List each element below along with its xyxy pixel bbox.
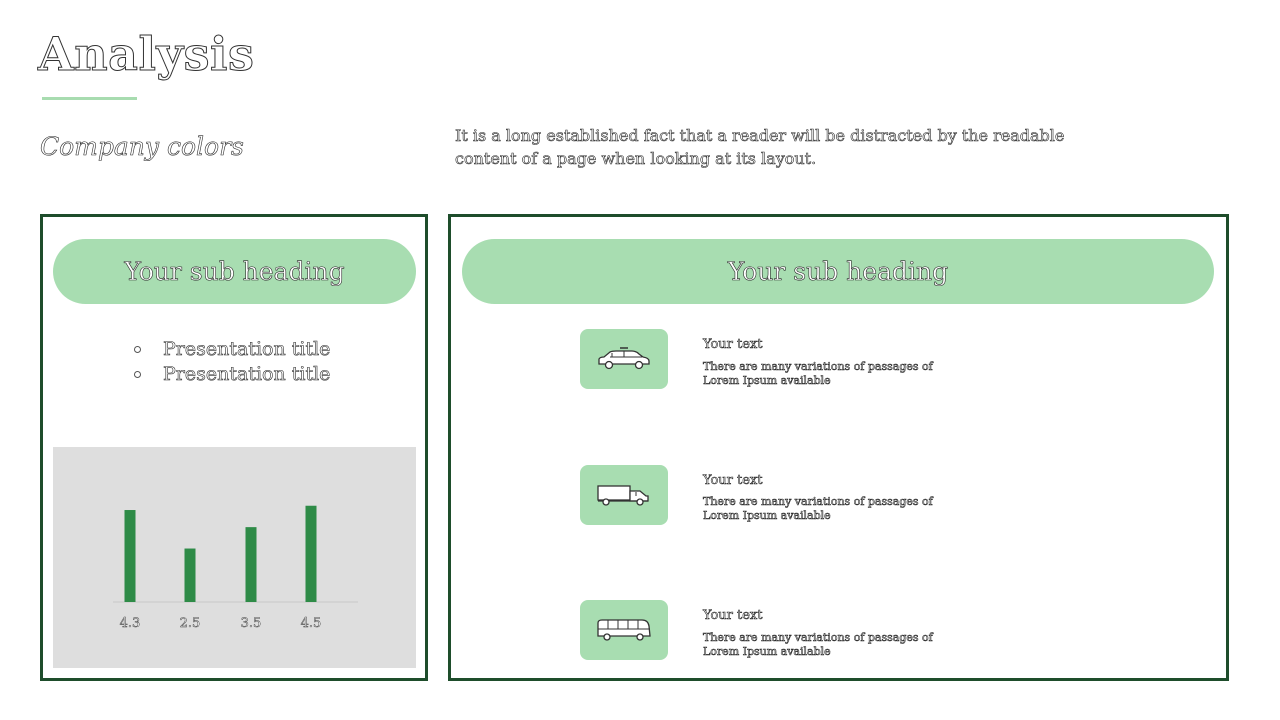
bullet-list	[133, 337, 330, 387]
feature-icon-box	[580, 329, 668, 389]
car-icon	[596, 347, 652, 371]
intro-text: It is a long established fact that a reader will be distracted by the readable content of a page when looking at its layout.	[455, 126, 1065, 168]
chart-bar	[185, 549, 196, 602]
title-underline	[42, 97, 137, 100]
chart-bar	[125, 510, 136, 602]
bullet-item: Presentation title	[133, 337, 330, 362]
chart-tick-label: 2.5	[179, 616, 201, 631]
bar-chart-svg	[53, 447, 416, 668]
feature-icon-box	[580, 600, 668, 660]
right-panel	[448, 214, 1229, 681]
left-subheading: Your sub heading	[53, 239, 416, 304]
truck-icon	[596, 483, 652, 507]
bullet-item: Presentation title	[133, 362, 330, 387]
right-subheading: Your sub heading	[462, 239, 1214, 304]
feature-description: There are many variations of passages of Lorem Ipsum available	[703, 631, 933, 658]
feature-title: Your text	[703, 337, 763, 352]
feature-title: Your text	[703, 473, 763, 488]
chart-bar	[306, 506, 317, 602]
page-title: Analysis	[38, 27, 255, 81]
chart-tick-label: 4.3	[119, 616, 141, 631]
bar-chart	[53, 447, 416, 668]
feature-icon-box	[580, 465, 668, 525]
chart-bar	[246, 527, 257, 602]
chart-tick-label: 4.5	[300, 616, 322, 631]
bus-icon	[596, 618, 652, 642]
feature-description: There are many variations of passages of Lorem Ipsum available	[703, 495, 933, 522]
feature-description: There are many variations of passages of Lorem Ipsum available	[703, 360, 933, 387]
feature-title: Your text	[703, 608, 763, 623]
page-subtitle: Company colors	[40, 132, 244, 161]
chart-tick-label: 3.5	[240, 616, 262, 631]
left-panel	[40, 214, 428, 681]
